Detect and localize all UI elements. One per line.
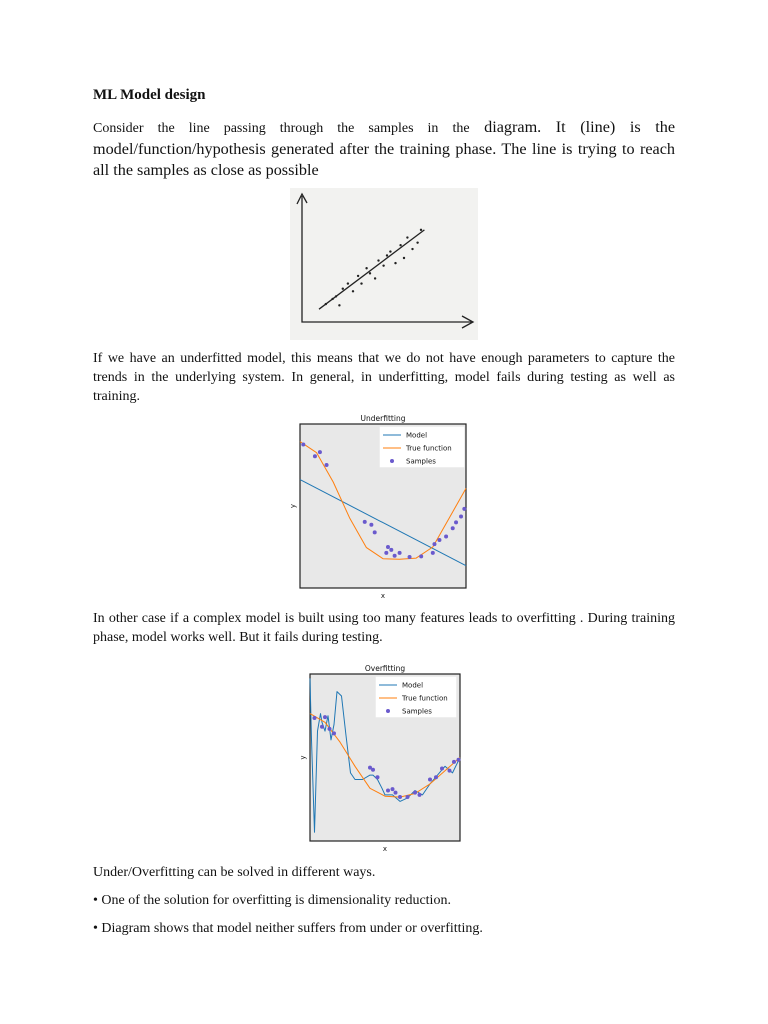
sample-point — [391, 787, 395, 791]
sample-point — [440, 766, 444, 770]
sample-point — [382, 264, 384, 266]
sample-point — [301, 443, 305, 447]
sample-point — [403, 257, 405, 259]
sample-point — [459, 515, 463, 519]
legend-label: True function — [402, 694, 448, 703]
page-heading: ML Model design — [93, 87, 206, 103]
sample-point — [335, 295, 337, 297]
sample-point — [411, 248, 413, 250]
bullet-good-fit: • Diagram shows that model neither suffers from under or overfitting. — [93, 921, 483, 936]
sample-line-diagram — [290, 188, 478, 340]
chart-title: Overfitting — [364, 664, 406, 673]
sample-point — [386, 788, 390, 792]
sample-point — [444, 534, 448, 538]
x-axis-label: x — [382, 845, 388, 853]
legend-label: True function — [406, 444, 452, 453]
y-axis-label: y — [289, 503, 297, 509]
sample-point — [428, 777, 432, 781]
legend-marker-samples — [386, 709, 390, 713]
sample-point — [352, 290, 354, 292]
sample-point — [408, 555, 412, 559]
sample-point — [394, 262, 396, 264]
sample-point — [325, 463, 329, 467]
sample-point — [360, 282, 362, 284]
sample-point — [347, 282, 349, 284]
sample-point — [393, 554, 397, 558]
sample-point — [389, 548, 393, 552]
sample-point — [384, 551, 388, 555]
sample-point — [376, 775, 380, 779]
sample-point — [418, 793, 422, 797]
sample-point — [332, 731, 336, 735]
sample-point — [454, 520, 458, 524]
x-axis-label: x — [380, 592, 386, 600]
sample-point — [432, 542, 436, 546]
sample-point — [323, 715, 327, 719]
underfitting-plot — [289, 414, 466, 600]
underfitting-chart — [290, 414, 478, 600]
legend-label: Model — [406, 431, 428, 440]
bullet-dimensionality-reduction: • One of the solution for overfitting is dimensionality reduction. — [93, 893, 451, 908]
sample-point — [389, 250, 391, 252]
paragraph-model-line — [93, 117, 675, 181]
sample-point — [394, 791, 398, 795]
paragraph-part-large: diagram. It (line) is the model/function/hypothesis generated after the training phase. The line is trying to reach all the samples as close as possible — [93, 118, 676, 179]
sample-point — [386, 254, 388, 256]
sample-point — [462, 507, 466, 511]
legend-marker-samples — [390, 459, 394, 463]
sample-point — [313, 454, 317, 458]
sample-point — [365, 267, 367, 269]
sample-point — [320, 725, 324, 729]
sample-point — [318, 450, 322, 454]
overfitting-plot — [299, 664, 461, 853]
sample-point — [313, 716, 317, 720]
sample-point — [451, 526, 455, 530]
sample-point — [371, 768, 375, 772]
sample-point — [452, 760, 456, 764]
diagram-background — [290, 188, 478, 340]
sample-point — [357, 275, 359, 277]
sample-point — [325, 303, 327, 305]
sample-point — [434, 775, 438, 779]
sample-point — [328, 727, 332, 731]
sample-point — [363, 520, 367, 524]
sample-point — [386, 545, 390, 549]
sample-point — [342, 288, 344, 290]
chart-title: Underfitting — [360, 414, 406, 423]
sample-point — [369, 523, 373, 527]
sample-point — [413, 791, 417, 795]
sample-point — [374, 277, 376, 279]
legend-label: Model — [402, 681, 424, 690]
sample-point — [406, 795, 410, 799]
sample-point — [431, 551, 435, 555]
overfitting-chart — [300, 662, 470, 852]
sample-point — [338, 304, 340, 306]
sample-point — [420, 229, 422, 231]
sample-point — [398, 795, 402, 799]
sample-point — [331, 298, 333, 300]
paragraph-overfitting: In other case if a complex model is built using too many features leads to overfitting . During training phase, model works well. But it fails during testing. — [93, 611, 675, 645]
legend-label: Samples — [406, 457, 436, 466]
sample-point — [399, 244, 401, 246]
sample-point — [369, 272, 371, 274]
sample-point — [377, 259, 379, 261]
sample-point — [406, 236, 408, 238]
y-axis-label: y — [299, 755, 307, 760]
sample-point — [416, 241, 418, 243]
sample-point — [419, 554, 423, 558]
paragraph-underfitting: If we have an underfitted model, this means that we do not have enough parameters to capture the trends in the underlying system. In general, in underfitting, model fails during testing as well as training. — [93, 351, 675, 404]
sample-point — [398, 551, 402, 555]
paragraph-part: Consider the line passing through the samples in the — [93, 121, 470, 136]
sample-point — [437, 538, 441, 542]
legend-label: Samples — [402, 707, 432, 716]
sample-point — [457, 758, 461, 762]
sample-point — [448, 769, 452, 773]
sample-point — [373, 530, 377, 534]
paragraph-solutions: Under/Overfitting can be solved in different ways. — [93, 865, 376, 880]
